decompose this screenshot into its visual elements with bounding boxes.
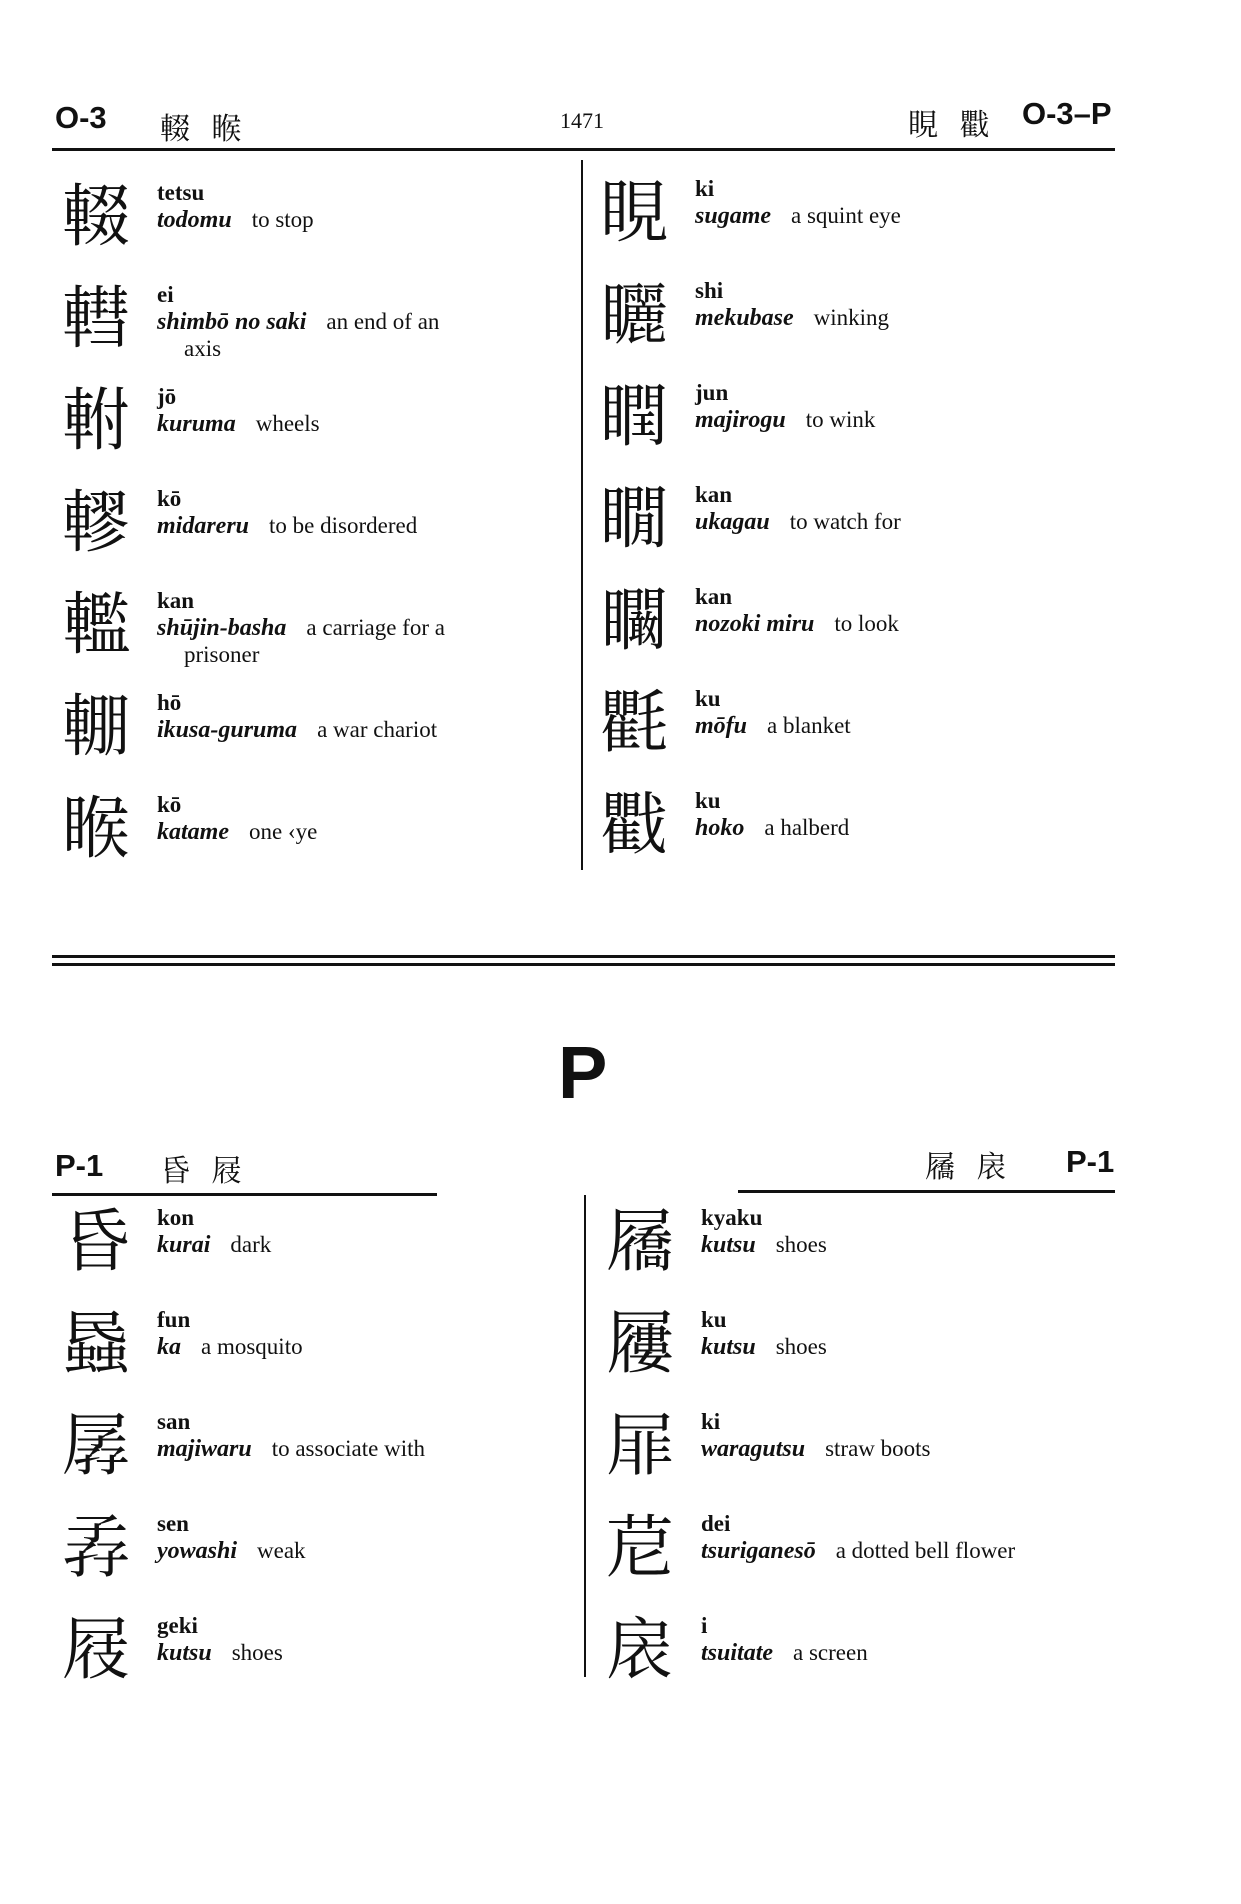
entry-reading: kō (157, 486, 182, 511)
entry-kanji: 矙 (600, 582, 669, 661)
section-break-rule-upper (52, 955, 1115, 958)
entry-japanese-word: ikusa-guruma (157, 717, 298, 743)
entry-definition-line (157, 1231, 271, 1259)
entry-japanese-word: sugame (695, 203, 772, 229)
entry-reading: kan (695, 482, 733, 507)
entry-definition-line (157, 818, 317, 846)
entry-english-meaning: shoes (775, 1334, 827, 1359)
entry-definition-line (157, 1333, 303, 1361)
entry-kanji: 孱 (62, 1407, 131, 1486)
entry-english-meaning: dark (230, 1232, 272, 1257)
entry-japanese-word: waragutsu (701, 1436, 806, 1462)
header-rule-p-left (52, 1193, 437, 1196)
entry-definition-line (157, 1639, 283, 1667)
entry-english-meaning: a dotted bell flower (835, 1538, 1016, 1563)
entry-reading: jun (695, 380, 729, 405)
entry-kanji: 氍 (600, 684, 669, 763)
entry-reading: ei (157, 282, 174, 307)
page-number: 1471 (560, 108, 604, 133)
section-break-rule-lower (52, 963, 1115, 966)
entry-japanese-word: hoko (695, 815, 745, 841)
entry-definition-line (157, 716, 437, 744)
entry-kanji: 瞤 (600, 378, 669, 457)
entry-meaning-continuation: prisoner (184, 642, 260, 667)
entry-kanji: 軵 (62, 382, 131, 461)
section-code-right: O-3–P (1022, 96, 1112, 131)
entry-japanese-word: yowashi (157, 1538, 238, 1564)
entry-reading: kon (157, 1205, 195, 1230)
entry-japanese-word: kuruma (157, 411, 236, 437)
entry-definition-line (157, 512, 417, 540)
entry-japanese-word: kutsu (701, 1232, 756, 1258)
entry-japanese-word: katame (157, 819, 229, 845)
entry-english-meaning: to stop (251, 207, 314, 232)
header-rule-p-right (738, 1190, 1115, 1193)
entry-english-meaning: a carriage for a (306, 615, 445, 640)
entry-reading: ki (695, 176, 715, 201)
entry-english-meaning: to look (834, 611, 899, 636)
entry-english-meaning: a blanket (767, 713, 851, 738)
entry-japanese-word: shūjin-basha (157, 615, 287, 641)
entry-reading: ku (695, 788, 721, 813)
entry-definition-line (695, 508, 901, 536)
entry-definition-line (701, 1639, 868, 1667)
entry-kanji: 蟁 (62, 1305, 131, 1384)
entry-english-meaning: a war chariot (317, 717, 438, 742)
entry-kanji: 睍 (600, 174, 669, 253)
entry-english-meaning: a halberd (764, 815, 850, 840)
entry-japanese-word: kurai (157, 1232, 211, 1258)
header-kanji-left-p: 昏 屐 (160, 1154, 248, 1189)
entry-kanji: 轞 (62, 586, 131, 665)
entry-reading: sen (157, 1511, 189, 1536)
entry-definition-line (695, 202, 901, 230)
entry-reading: ku (701, 1307, 727, 1332)
entry-japanese-word: tsuitate (701, 1640, 774, 1666)
entry-kanji: 戵 (600, 786, 669, 865)
entry-kanji: 瞯 (600, 480, 669, 559)
entry-english-meaning: shoes (775, 1232, 827, 1257)
entry-kanji: 昏 (62, 1203, 131, 1282)
entry-definition-line (701, 1231, 827, 1259)
entry-kanji: 轇 (62, 484, 131, 563)
entry-kanji: 矖 (600, 276, 669, 355)
entry-reading: kyaku (701, 1205, 763, 1230)
entry-definition-line (701, 1435, 930, 1463)
entry-english-meaning: to associate with (271, 1436, 425, 1461)
entry-reading: tetsu (157, 180, 205, 205)
entry-kanji: 睺 (62, 790, 131, 869)
entry-kanji: 輣 (62, 688, 131, 767)
entry-reading: san (157, 1409, 191, 1434)
entry-english-meaning: a screen (793, 1640, 868, 1665)
entry-definition-line (157, 1435, 425, 1463)
entry-english-meaning: straw boots (825, 1436, 931, 1461)
entry-english-meaning: to wink (805, 407, 876, 432)
entry-reading: jō (157, 384, 177, 409)
entry-reading: kan (695, 584, 733, 609)
entry-english-meaning: shoes (231, 1640, 283, 1665)
entry-definition-line (695, 304, 889, 332)
entry-japanese-word: mekubase (695, 305, 794, 331)
entry-definition-line (695, 610, 899, 638)
entry-reading: fun (157, 1307, 191, 1332)
column-divider (581, 160, 583, 870)
section-letter: P (558, 1031, 608, 1114)
entry-definition-line (695, 406, 875, 434)
entry-kanji: 屨 (606, 1305, 675, 1384)
entry-japanese-word: majirogu (695, 407, 786, 433)
header-rule (52, 148, 1115, 151)
entry-reading: ki (701, 1409, 721, 1434)
entry-japanese-word: todomu (157, 207, 232, 233)
header-kanji-right: 睍 戵 (908, 108, 996, 143)
entry-japanese-word: ka (157, 1334, 181, 1360)
entry-english-meaning: a squint eye (791, 203, 901, 228)
entry-english-meaning: an end of an (326, 309, 440, 334)
entry-kanji: 輟 (62, 178, 131, 257)
entry-reading: kō (157, 792, 182, 817)
entry-definition-line (157, 410, 320, 438)
entry-reading: hō (157, 690, 182, 715)
entry-kanji: 扆 (606, 1611, 675, 1690)
entry-kanji: 孨 (62, 1509, 131, 1588)
entry-meaning-continuation: axis (184, 336, 222, 361)
section-code-right-p: P-1 (1066, 1144, 1115, 1179)
entry-japanese-word: majiwaru (157, 1436, 252, 1462)
entry-japanese-word: midareru (157, 513, 250, 539)
entry-english-meaning: a mosquito (201, 1334, 303, 1359)
entry-definition-line (701, 1537, 1015, 1565)
entry-reading: shi (695, 278, 724, 303)
entry-reading: ku (695, 686, 721, 711)
entry-japanese-word: ukagau (695, 509, 770, 535)
entry-japanese-word: kutsu (157, 1640, 212, 1666)
header-kanji-right-p: 屩 扆 (925, 1150, 1013, 1185)
entry-kanji: 苨 (606, 1509, 675, 1588)
entry-english-meaning: one ‹ye (249, 819, 318, 844)
entry-reading: kan (157, 588, 195, 613)
entry-definition-line (157, 206, 314, 234)
entry-english-meaning: winking (813, 305, 890, 330)
section-code-left-p: P-1 (55, 1148, 104, 1183)
entry-english-meaning: wheels (255, 411, 320, 436)
entry-definition-line (157, 1537, 306, 1565)
entry-kanji: 屐 (62, 1611, 131, 1690)
column-divider-p (584, 1195, 586, 1677)
entry-reading: i (701, 1613, 708, 1638)
entry-kanji: 屝 (606, 1407, 675, 1486)
entry-english-meaning: to be disordered (269, 513, 418, 538)
entry-kanji: 屩 (606, 1203, 675, 1282)
entry-japanese-word: mōfu (695, 713, 748, 739)
entry-reading: geki (157, 1613, 198, 1638)
entry-reading: dei (701, 1511, 731, 1536)
entry-definition-line (701, 1333, 827, 1361)
entry-definition-line (695, 814, 849, 842)
entry-japanese-word: kutsu (701, 1334, 756, 1360)
entry-definition-line (157, 308, 439, 336)
section-code-left: O-3 (55, 100, 107, 135)
entry-english-meaning: to watch for (789, 509, 901, 534)
entry-kanji: 轊 (62, 280, 131, 359)
entry-japanese-word: shimbō no saki (157, 309, 307, 335)
entry-japanese-word: tsuriganesō (701, 1538, 816, 1564)
header-kanji-left: 輟 睺 (160, 112, 248, 147)
entry-definition-line (157, 614, 445, 642)
entry-japanese-word: nozoki miru (695, 611, 815, 637)
entry-english-meaning: weak (257, 1538, 306, 1563)
entry-definition-line (695, 712, 851, 740)
